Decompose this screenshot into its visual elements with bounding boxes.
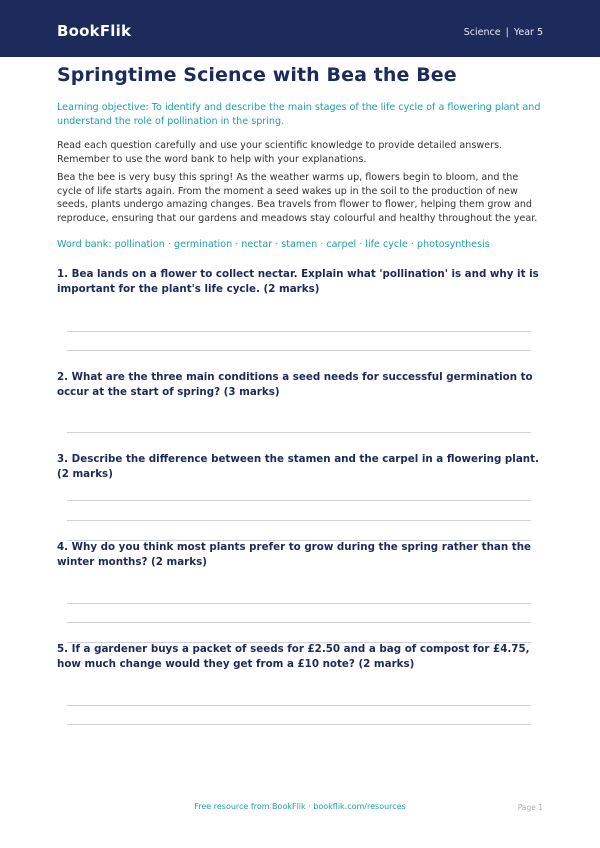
answer-line[interactable] (67, 500, 531, 501)
footer-link[interactable]: Free resource from BookFlik · bookflik.com/resources (194, 802, 406, 811)
question-4: 4. Why do you think most plants prefer to grow during the spring rather than the winter months? (2 marks) (57, 541, 532, 568)
page-title: Springtime Science with Bea the Bee (57, 64, 457, 86)
question-5: 5. If a gardener buys a packet of seeds for £2.50 and a bag of compost for £4.75, how much change would they get from a £10 note? (2 marks) (57, 643, 530, 670)
page-number: Page 1 (517, 803, 543, 812)
answer-line[interactable] (67, 622, 531, 623)
answer-line[interactable] (67, 350, 531, 351)
answer-line[interactable] (67, 724, 531, 725)
story-paragraph: Bea the bee is very busy this spring! As the weather warms up, flowers begin to bloom, and the cycle of life starts again. From the moment a seed wakes up in the soil to the production of new seeds, plants undergo amazing changes. Bea travels from flower to flower, helping them grow and reproduce, ensuring that our gardens and meadows stay colourful and healthy throughout the year. (57, 172, 538, 224)
question-1: 1. Bea lands on a flower to collect nectar. Explain what 'pollination' is and why it is important for the plant's life cycle. (2 marks) (57, 268, 539, 295)
answer-line[interactable] (67, 603, 531, 604)
word-bank: Word bank: pollination · germination · nectar · stamen · carpel · life cycle · photosynthesis (57, 239, 490, 250)
learning-objective: Learning objective: To identify and describe the main stages of the life cycle of a flowering plant and understand the role of pollination in the spring. (57, 102, 541, 127)
meta-separator: | (505, 27, 509, 38)
answer-line[interactable] (67, 432, 531, 433)
subject-label: Science (463, 27, 501, 38)
instructions: Read each question carefully and use your scientific knowledge to provide detailed answers. Remember to use the word bank to help with your explanations. (57, 140, 503, 165)
answer-line[interactable] (67, 520, 531, 521)
question-2: 2. What are the three main conditions a seed needs for successful germination to occur at the start of spring? (3 marks) (57, 371, 533, 398)
header-meta (464, 27, 543, 38)
answer-line[interactable] (67, 331, 531, 332)
brand-logo[interactable]: BookFlik (57, 22, 132, 40)
answer-line[interactable] (67, 705, 531, 706)
question-3: 3. Describe the difference between the stamen and the carpel in a flowering plant. (2 marks) (57, 453, 539, 480)
year-label: Year 5 (513, 27, 543, 38)
header-bar (0, 0, 600, 57)
